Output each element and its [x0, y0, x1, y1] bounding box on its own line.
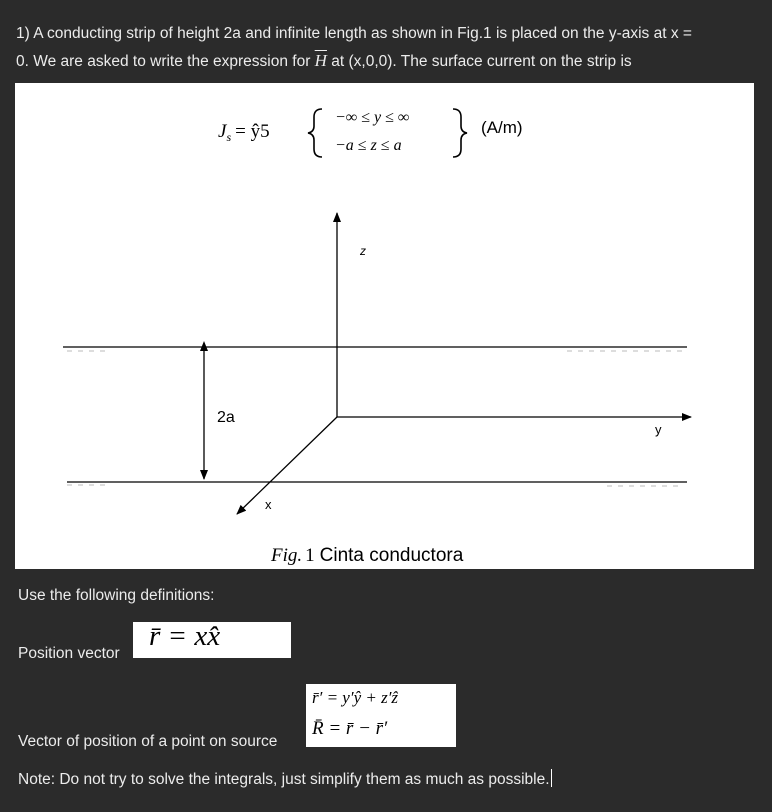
definitions-intro: Use the following definitions: — [18, 587, 215, 604]
condition-z: −a ≤ z ≤ a — [335, 137, 402, 154]
left-brace — [308, 109, 322, 157]
position-vector-label: Position vector — [18, 645, 120, 662]
question-line-2: 0. We are asked to write the expression for — [16, 53, 315, 70]
source-position-equation: r̄′ = y′ŷ + z′ẑ — [312, 688, 399, 707]
y-axis-label: y — [655, 422, 662, 437]
question-line-2-suffix: at (x,0,0). The surface current on the strip is — [326, 53, 632, 70]
text-cursor — [551, 769, 552, 787]
height-label: 2a — [217, 409, 235, 426]
figure-caption: Fig. 1 Cinta conductora — [271, 545, 464, 566]
note-text: Note: Do not try to solve the integrals, just simplify them as much as possible. — [18, 771, 550, 788]
js-symbol: $J_s$ = ŷ5 — [218, 121, 270, 144]
condition-y: −∞ ≤ y ≤ ∞ — [335, 109, 410, 126]
x-axis — [237, 417, 337, 514]
units-label: (A/m) — [481, 118, 523, 137]
strip-diagram — [15, 83, 754, 569]
separation-vector-equation: R̄ = r̄ − r̄′ — [312, 718, 388, 739]
h-field-symbol: $\overline{H}$ — [314, 51, 327, 70]
source-vector-label: Vector of position of a point on source — [18, 733, 278, 750]
position-vector-equation: r̄ = xx̂ — [133, 622, 291, 658]
right-brace — [453, 109, 467, 157]
source-equation-box — [306, 684, 456, 747]
z-axis-label: z — [360, 244, 366, 258]
question-text — [16, 20, 761, 75]
figure-panel — [15, 83, 754, 569]
question-line-1: 1) A conducting strip of height 2a and infinite length as shown in Fig.1 is placed on the y-axis at x = — [16, 25, 692, 42]
x-axis-label: x — [265, 497, 272, 512]
